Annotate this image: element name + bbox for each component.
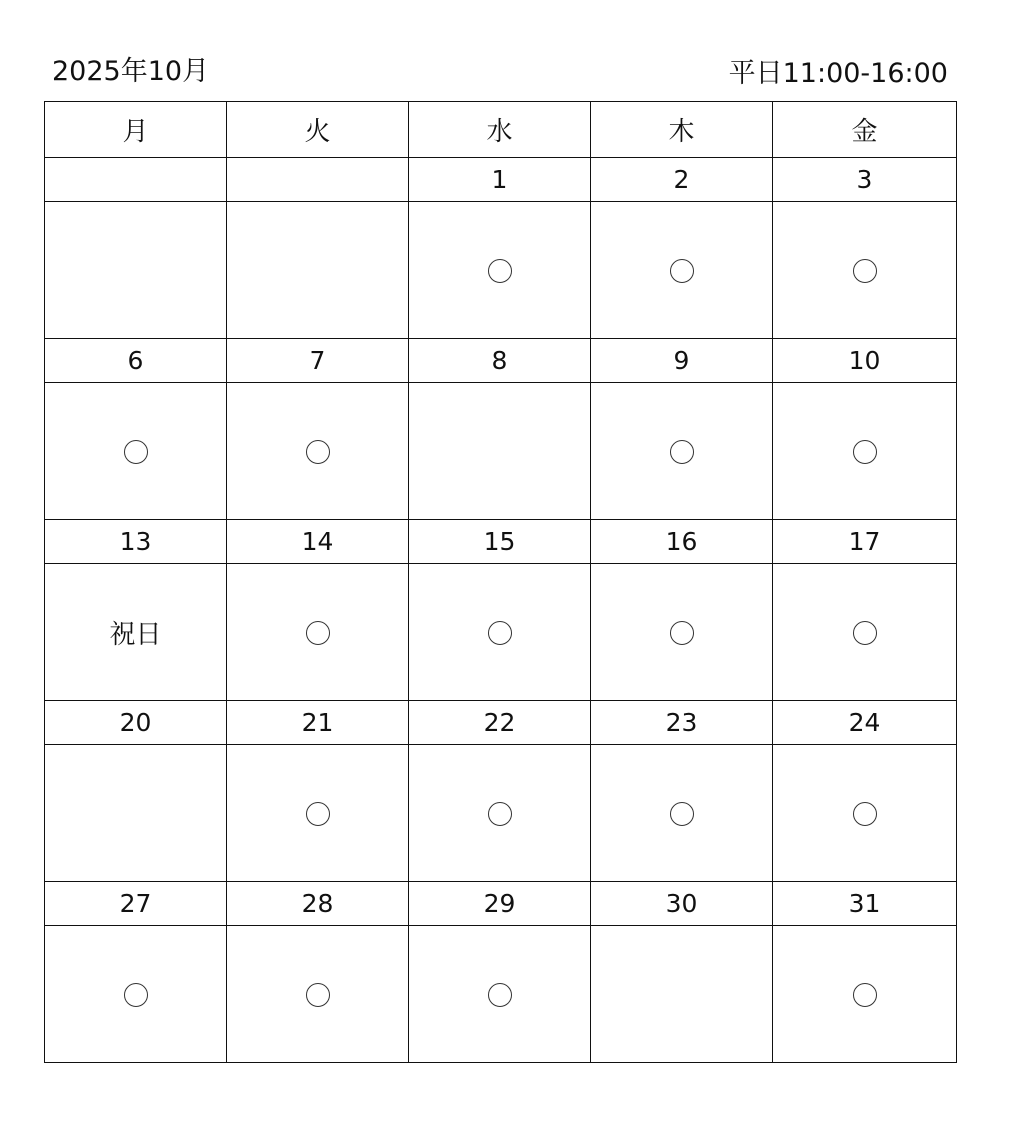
date-cell-tue xyxy=(227,158,409,202)
weekday-header-wed: 水 xyxy=(409,102,591,158)
availability-row xyxy=(45,926,957,1063)
holiday-label: 祝日 xyxy=(109,619,162,650)
calendar-month-title: 2025年10月 xyxy=(52,56,210,87)
availability-cell-wed xyxy=(409,202,591,339)
open-circle-icon xyxy=(670,802,694,826)
date-cell-thu: 30 xyxy=(591,882,773,926)
availability-cell-fri xyxy=(773,926,957,1063)
open-circle-icon xyxy=(853,621,877,645)
date-cell-fri: 10 xyxy=(773,339,957,383)
availability-cell-wed xyxy=(409,564,591,701)
availability-cell-mon xyxy=(45,383,227,520)
date-cell-mon: 20 xyxy=(45,701,227,745)
open-circle-icon xyxy=(488,621,512,645)
open-circle-icon xyxy=(670,440,694,464)
availability-row xyxy=(45,745,957,882)
date-cell-mon xyxy=(45,158,227,202)
date-cell-thu: 23 xyxy=(591,701,773,745)
date-cell-tue: 21 xyxy=(227,701,409,745)
availability-row xyxy=(45,564,957,701)
date-number-row xyxy=(45,339,957,383)
availability-cell-fri xyxy=(773,745,957,882)
date-cell-fri: 3 xyxy=(773,158,957,202)
availability-cell-tue xyxy=(227,202,409,339)
availability-row xyxy=(45,383,957,520)
availability-cell-tue xyxy=(227,745,409,882)
calendar-table xyxy=(44,101,957,1063)
date-cell-wed: 15 xyxy=(409,520,591,564)
date-cell-mon: 27 xyxy=(45,882,227,926)
date-cell-wed: 1 xyxy=(409,158,591,202)
open-circle-icon xyxy=(853,440,877,464)
date-cell-tue: 28 xyxy=(227,882,409,926)
date-cell-wed: 29 xyxy=(409,882,591,926)
date-cell-fri: 24 xyxy=(773,701,957,745)
availability-cell-tue xyxy=(227,926,409,1063)
date-cell-mon: 6 xyxy=(45,339,227,383)
weekday-header-fri: 金 xyxy=(773,102,957,158)
availability-cell-mon xyxy=(45,745,227,882)
weekday-header-thu: 木 xyxy=(591,102,773,158)
open-circle-icon xyxy=(488,259,512,283)
open-circle-icon xyxy=(670,621,694,645)
availability-cell-mon xyxy=(45,202,227,339)
availability-cell-tue xyxy=(227,383,409,520)
date-number-row xyxy=(45,520,957,564)
date-cell-tue: 7 xyxy=(227,339,409,383)
open-circle-icon xyxy=(124,440,148,464)
date-cell-fri: 17 xyxy=(773,520,957,564)
availability-cell-wed xyxy=(409,926,591,1063)
open-circle-icon xyxy=(853,259,877,283)
date-number-row xyxy=(45,158,957,202)
date-cell-mon: 13 xyxy=(45,520,227,564)
date-number-row xyxy=(45,701,957,745)
date-cell-thu: 16 xyxy=(591,520,773,564)
date-cell-fri: 31 xyxy=(773,882,957,926)
availability-cell-thu xyxy=(591,926,773,1063)
weekday-header-row xyxy=(45,102,957,158)
availability-cell-thu xyxy=(591,745,773,882)
open-circle-icon xyxy=(488,802,512,826)
availability-cell-thu xyxy=(591,202,773,339)
open-circle-icon xyxy=(124,983,148,1007)
date-cell-thu: 2 xyxy=(591,158,773,202)
availability-cell-mon xyxy=(45,564,227,701)
date-cell-wed: 8 xyxy=(409,339,591,383)
open-circle-icon xyxy=(306,440,330,464)
date-cell-tue: 14 xyxy=(227,520,409,564)
open-circle-icon xyxy=(306,802,330,826)
availability-cell-fri xyxy=(773,202,957,339)
availability-cell-mon xyxy=(45,926,227,1063)
availability-cell-wed xyxy=(409,383,591,520)
availability-cell-wed xyxy=(409,745,591,882)
date-number-row xyxy=(45,882,957,926)
date-cell-thu: 9 xyxy=(591,339,773,383)
date-cell-wed: 22 xyxy=(409,701,591,745)
availability-cell-fri xyxy=(773,564,957,701)
open-circle-icon xyxy=(306,983,330,1007)
availability-cell-thu xyxy=(591,383,773,520)
availability-cell-tue xyxy=(227,564,409,701)
business-hours-note: 平日11:00-16:00 xyxy=(728,58,948,89)
availability-row xyxy=(45,202,957,339)
availability-cell-fri xyxy=(773,383,957,520)
open-circle-icon xyxy=(488,983,512,1007)
weekday-header-tue: 火 xyxy=(227,102,409,158)
weekday-header-mon: 月 xyxy=(45,102,227,158)
open-circle-icon xyxy=(853,983,877,1007)
open-circle-icon xyxy=(306,621,330,645)
availability-cell-thu xyxy=(591,564,773,701)
open-circle-icon xyxy=(670,259,694,283)
open-circle-icon xyxy=(853,802,877,826)
